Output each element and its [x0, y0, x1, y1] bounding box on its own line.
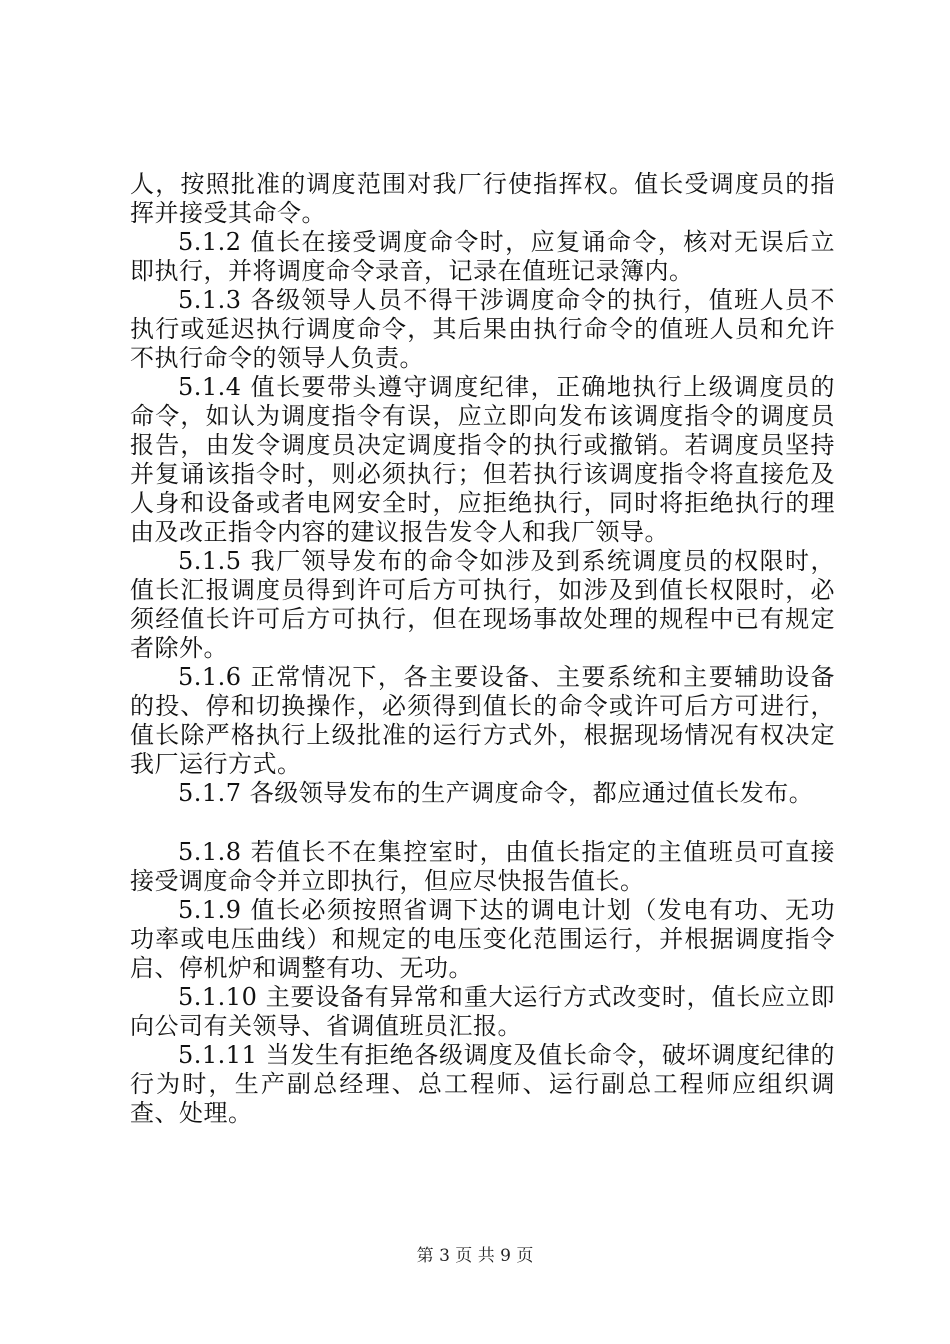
paragraph-5-1-6: 5.1.6 正常情况下，各主要设备、主要系统和主要辅助设备的投、停和切换操作，必须得到值长的命令或许可后方可进行，值长除严格执行上级批准的运行方式外，根据现场情况有权决定我厂运行方式。: [130, 663, 835, 778]
paragraph-continuation: 人，按照批准的调度范围对我厂行使指挥权。值长受调度员的指挥并接受其命令。: [130, 170, 835, 227]
paragraph-5-1-2: 5.1.2 值长在接受调度命令时，应复诵命令，核对无误后立即执行，并将调度命令录音，记录在值班记录簿内。: [130, 228, 835, 285]
paragraph-5-1-5: 5.1.5 我厂领导发布的命令如涉及到系统调度员的权限时，值长汇报调度员得到许可后方可执行，如涉及到值长权限时，必须经值长许可后方可执行，但在现场事故处理的规程中已有规定者除外。: [130, 547, 835, 662]
page-footer: [0, 1241, 950, 1266]
page-number-label: 第 3 页 共 9 页: [416, 1246, 534, 1266]
paragraph-5-1-8: 5.1.8 若值长不在集控室时，由值长指定的主值班员可直接接受调度命令并立即执行，但应尽快报告值长。: [130, 838, 835, 895]
paragraph-5-1-3: 5.1.3 各级领导人员不得干涉调度命令的执行，值班人员不执行或延迟执行调度命令，其后果由执行命令的值班人员和允许不执行命令的领导人负责。: [130, 286, 835, 372]
paragraph-5-1-10: 5.1.10 主要设备有异常和重大运行方式改变时，值长应立即向公司有关领导、省调值班员汇报。: [130, 983, 835, 1040]
paragraph-5-1-7: 5.1.7 各级领导发布的生产调度命令，都应通过值长发布。: [178, 779, 814, 807]
document-body: [130, 170, 835, 1128]
paragraph-5-1-4: 5.1.4 值长要带头遵守调度纪律，正确地执行上级调度员的命令，如认为调度指令有误，应立即向发布该调度指令的调度员报告，由发令调度员决定调度指令的执行或撤销。若调度员坚持并复诵该指令时，则必须执行；但若执行该调度指令将直接危及人身和设备或者电网安全时，应拒绝执行，同时将拒绝执行的理由及改正指令内容的建议报告发令人和我厂领导。: [130, 373, 835, 546]
paragraph-5-1-9: 5.1.9 值长必须按照省调下达的调电计划（发电有功、无功功率或电压曲线）和规定的电压变化范围运行，并根据调度指令启、停机炉和调整有功、无功。: [130, 896, 835, 982]
paragraph-5-1-11: 5.1.11 当发生有拒绝各级调度及值长命令，破坏调度纪律的行为时，生产副总经理、总工程师、运行副总工程师应组织调查、处理。: [130, 1041, 835, 1127]
